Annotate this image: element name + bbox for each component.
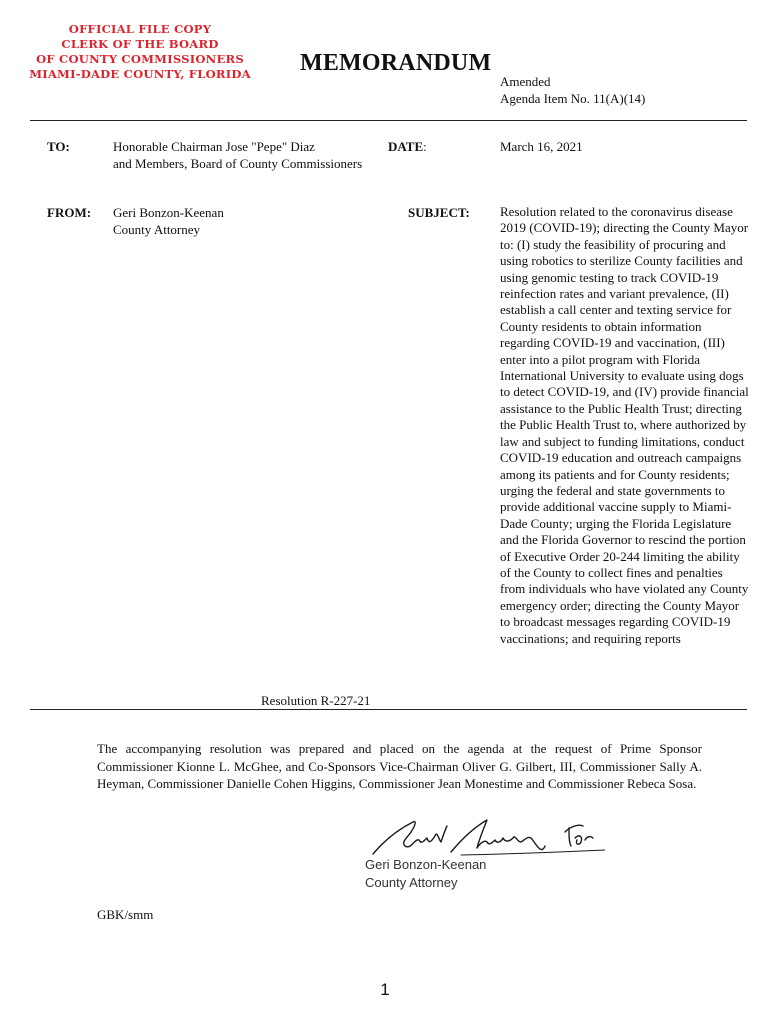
page-number: 1 — [380, 980, 390, 999]
subject-label: SUBJECT: — [408, 205, 470, 220]
stamp-line: OFFICIAL FILE COPY — [68, 22, 212, 36]
date-label: DATE — [388, 139, 424, 154]
header-divider — [30, 120, 747, 121]
memo-title: MEMORANDUM — [300, 50, 492, 76]
from-line-1: Geri Bonzon-Keenan — [113, 205, 224, 220]
date-label-group — [388, 139, 427, 155]
to-line-1: Honorable Chairman Jose "Pepe" Diaz — [113, 139, 315, 154]
amended-label: Amended — [500, 74, 551, 89]
signatory-title: County Attorney — [365, 874, 458, 890]
official-file-copy-stamp — [24, 22, 256, 82]
resolution-number: Resolution R-227-21 — [261, 693, 371, 708]
from-sender — [113, 204, 224, 238]
subject-text: Resolution related to the coronavirus disease 2019 (COVID-19); directing the County Mayor to: (I) study the feasibility of procuring and using robotics to sterilize County facilities and using genomic testing to track COVID-19 reinfection rates and variant prevalence, (II) establish a call center and texting service for County residents to obtain information regarding COVID-19 and vaccination, (III) enter into a pilot program with Florida International University to evaluate using dogs to detect COVID-19, and (IV) provide financial assistance to the Public Health Trust; directing the Public Health Trust to, where authorized by law and subject to funding limitations, conduct COVID-19 education and outreach campaigns among its patients and for County residents; urging the federal and state governments to provide additional vaccine supply to Miami-Dade County; urging the Florida Legislature and the Florida Governor to rescind the portion of Executive Order 20-244 limiting the ability of the County to collect fines and penalties from individuals who have violated any County emergency order; directing the County Mayor to broadcast messages regarding COVID-19 vaccinations; and requiring reports — [500, 204, 749, 646]
agenda-item-number: Agenda Item No. 11(A)(14) — [500, 91, 646, 106]
to-recipients — [113, 138, 362, 172]
stamp-line: MIAMI-DADE COUNTY, FLORIDA — [29, 67, 251, 81]
amended-block — [500, 73, 645, 107]
signature-block — [365, 856, 486, 891]
from-label: FROM: — [47, 205, 92, 220]
date-value: March 16, 2021 — [500, 139, 583, 154]
to-line-2: and Members, Board of County Commissioners — [113, 156, 363, 171]
subject-divider — [30, 709, 747, 710]
typist-initials: GBK/smm — [97, 907, 154, 922]
signatory-name: Geri Bonzon-Keenan — [365, 857, 487, 872]
from-line-2: County Attorney — [113, 222, 201, 237]
stamp-line: OF COUNTY COMMISSIONERS — [36, 52, 244, 66]
stamp-line: CLERK OF THE BOARD — [61, 37, 219, 51]
date-label-colon: : — [423, 139, 427, 154]
to-label: TO: — [47, 139, 70, 154]
memo-body: The accompanying resolution was prepared and placed on the agenda at the request of Prime Sponsor Commissioner Kionne L. McGhee, and Co-Sponsors Vice-Chairman Oliver G. Gilbert, III, Commissioner Sally A. Heyman, Commissioner Danielle Cohen Higgins, Commissioner Jean Monestime and Commissioner Rebeca Sosa. — [97, 741, 702, 791]
